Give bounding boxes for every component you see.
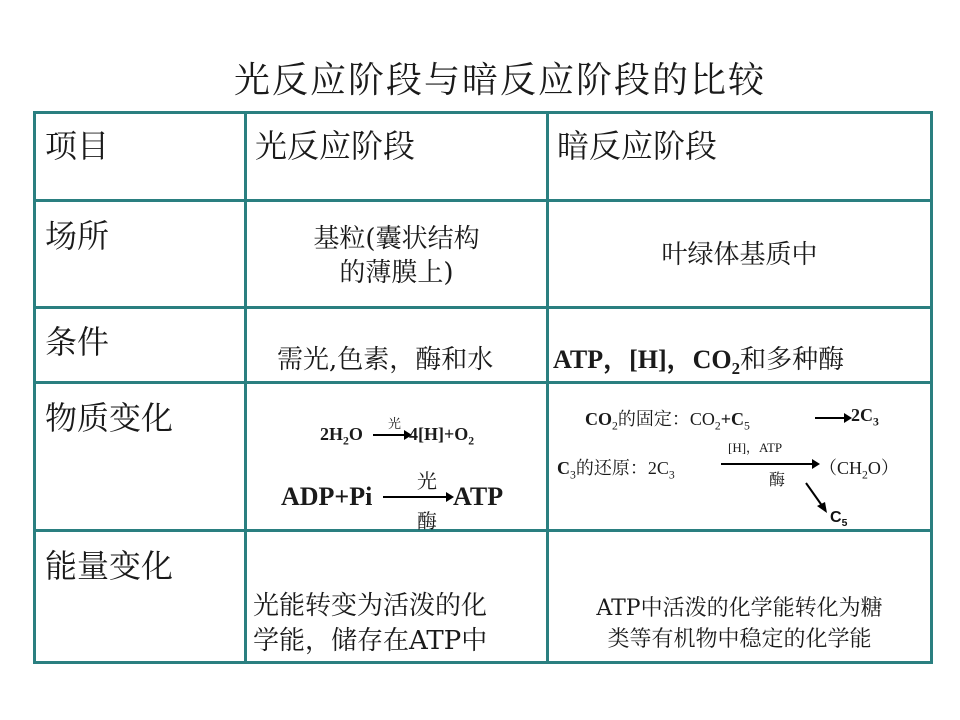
- table-border-right: [930, 111, 933, 664]
- light-place-line1: 基粒(囊状结构: [313, 224, 480, 254]
- atp-synthesis-under: 酶: [417, 511, 437, 533]
- header-dark-stage: 暗反应阶段: [557, 127, 718, 165]
- light-condition: 需光,色素，酶和水: [277, 345, 494, 375]
- c3-reduction-equation: $C_3$的还原：$2C_3$: [557, 458, 675, 482]
- diagonal-arrow-icon: [803, 481, 833, 517]
- co2-fixation-equation: $CO_2$的固定：$CO_2+C_5$: [585, 409, 750, 433]
- water-photolysis-product: $4[H]+O_2$: [409, 424, 475, 448]
- light-energy-line2: 学能，储存在ATP中: [253, 626, 488, 657]
- light-place: [247, 223, 546, 291]
- row-divider: [33, 306, 933, 309]
- c3-reduction-over: [H]，ATP: [728, 440, 783, 455]
- row-label-energy: 能量变化: [45, 547, 174, 585]
- page-title: 光反应阶段与暗反应阶段的比较: [233, 60, 766, 101]
- table-border-top: [33, 111, 933, 114]
- co2-fixation-product: $2C_3$: [851, 405, 879, 429]
- row-label-condition: 条件: [45, 323, 110, 361]
- row-label-place: 场所: [45, 217, 110, 255]
- water-photolysis-reactant: $2H_2O$: [320, 424, 363, 448]
- column-divider: [244, 111, 247, 664]
- dark-condition-tail: 和多种酶: [740, 345, 845, 374]
- atp-synthesis-reactant: ADP+Pi: [281, 482, 373, 511]
- light-place-line2: 的薄膜上): [339, 257, 454, 288]
- row-divider: [33, 381, 933, 384]
- light-condition-label: 光: [388, 416, 402, 431]
- light-energy-line1: 光能转变为活泼的化: [253, 591, 488, 621]
- atp-synthesis-over: 光: [417, 471, 437, 493]
- header-item: 项目: [45, 127, 110, 165]
- dark-place: 叶绿体基质中: [661, 240, 818, 270]
- c3-reduction-under: 酶: [769, 472, 786, 489]
- dark-condition-sub: 2: [731, 359, 741, 379]
- reaction-arrow: [815, 417, 845, 419]
- comparison-table: [33, 111, 933, 664]
- c5-regenerated: $C_5$: [830, 509, 848, 530]
- header-light-stage: 光反应阶段: [255, 127, 416, 165]
- dark-energy-line2: 类等有机物中稳定的化学能: [607, 626, 872, 652]
- reaction-arrow: [721, 463, 813, 465]
- column-divider: [546, 111, 549, 664]
- reaction-arrow: [383, 496, 447, 498]
- c3-reduction-product: $(CH_2O)$: [819, 458, 899, 482]
- row-divider: [33, 529, 933, 532]
- light-energy: [253, 589, 487, 659]
- table-border-bottom: [33, 661, 933, 664]
- atp-synthesis-product: ATP: [453, 482, 504, 511]
- table-border-left: [33, 111, 36, 664]
- row-label-matter: 物质变化: [45, 399, 174, 437]
- dark-energy-line1: ATP中活泼的化学能转化为糖: [596, 596, 883, 621]
- row-divider: [33, 199, 933, 202]
- dark-energy: [549, 594, 930, 656]
- dark-condition: [553, 339, 844, 379]
- dark-condition-text: ATP，[H]，CO: [553, 345, 732, 374]
- reaction-arrow: [373, 434, 405, 436]
